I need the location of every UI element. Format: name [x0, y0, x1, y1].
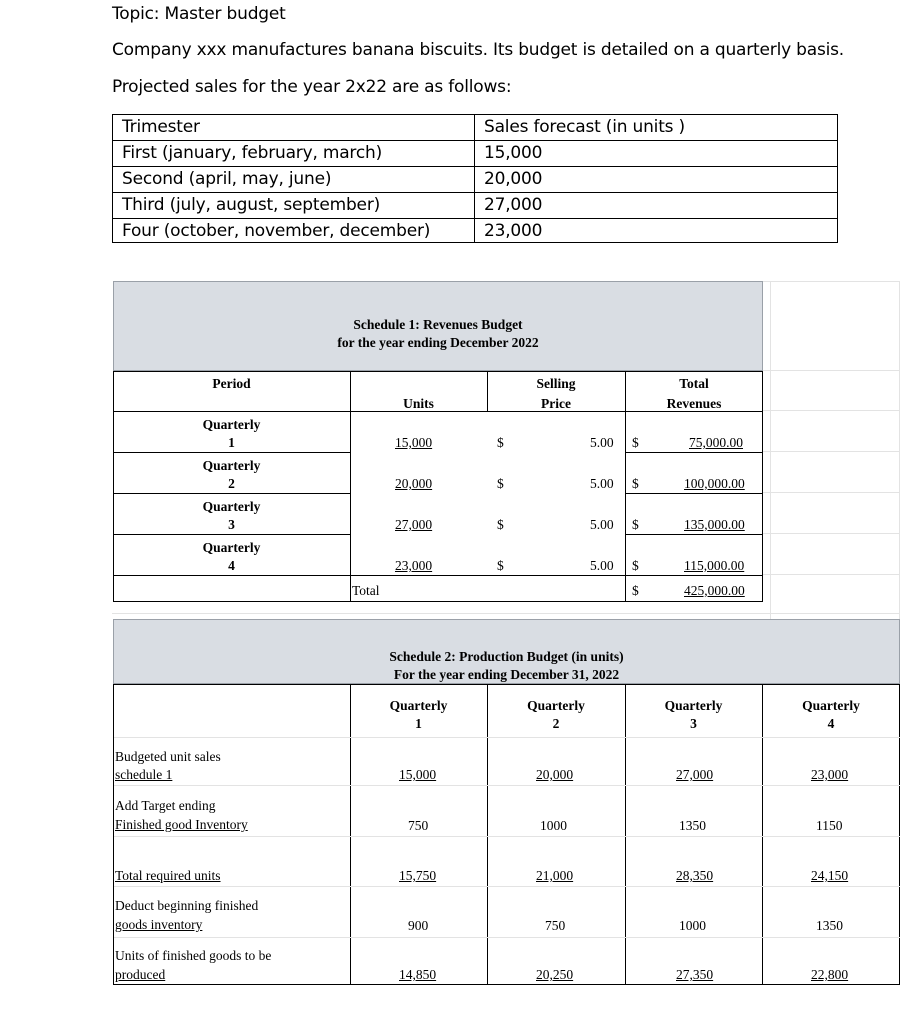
value-cell: 1000 [540, 818, 567, 833]
value-cell: 15,000 [399, 767, 437, 782]
trimester-cell: Third (july, august, september) [122, 195, 381, 215]
projected-sales-intro: Projected sales for the year 2x22 are as follows: [112, 77, 512, 97]
currency-symbol: $ [497, 517, 504, 532]
value-cell: 14,850 [399, 967, 437, 982]
currency-symbol: $ [632, 517, 639, 532]
value-cell: 28,350 [676, 868, 714, 883]
value-cell: 22,800 [811, 967, 849, 982]
quarter-header-number: 3 [690, 716, 697, 731]
price-header-line2: Price [541, 396, 571, 411]
table-row [113, 167, 837, 193]
units-value: 15,000 [395, 435, 433, 450]
schedule1-subtitle: for the year ending December 2022 [337, 335, 539, 350]
value-cell: 1000 [679, 918, 706, 933]
trimester-cell: First (january, february, march) [122, 143, 382, 163]
value-cell: 27,350 [676, 967, 714, 982]
units-value: 20,000 [395, 476, 433, 491]
row-label: Finished good Inventory [115, 817, 248, 832]
currency-symbol: $ [497, 435, 504, 450]
units-cell: 20,000 [484, 169, 543, 189]
revenue-value: 100,000.00 [684, 476, 745, 491]
trimester-cell: Four (october, november, december) [122, 221, 431, 241]
price-value: 5.00 [590, 517, 614, 532]
schedule2-subtitle: For the year ending December 31, 2022 [393, 667, 620, 682]
value-cell: 23,000 [811, 767, 849, 782]
quarter-header-label: Quarterly [527, 698, 585, 713]
price-value: 5.00 [590, 476, 614, 491]
currency-symbol: $ [632, 435, 639, 450]
units-cell: 27,000 [484, 195, 543, 215]
units-value: 23,000 [395, 558, 433, 573]
revenue-value: 75,000.00 [689, 435, 743, 450]
row-label: Deduct beginning finished [115, 898, 259, 913]
units-value: 27,000 [395, 517, 433, 532]
schedule2-title: Schedule 2: Production Budget (in units) [389, 649, 624, 664]
trimester-cell: Second (april, may, june) [122, 169, 332, 189]
topic-heading: Topic: Master budget [112, 4, 286, 24]
price-value: 5.00 [590, 435, 614, 450]
value-cell: 20,000 [536, 767, 574, 782]
quarter-header-label: Quarterly [389, 698, 448, 713]
row-label: Add Target ending [115, 798, 216, 813]
value-cell: 24,150 [811, 868, 849, 883]
revenue-header-line1: Total [679, 376, 709, 391]
price-value: 5.00 [590, 558, 614, 573]
value-cell: 1150 [816, 818, 843, 833]
currency-symbol: $ [632, 476, 639, 491]
revenue-header-line2: Revenues [666, 396, 722, 411]
value-cell: 21,000 [536, 868, 574, 883]
row-label: Budgeted unit sales [115, 749, 221, 764]
value-cell: 15,750 [399, 868, 437, 883]
total-label: Total [352, 583, 380, 598]
trimester-header: Trimester [122, 117, 200, 137]
forecast-header-row [113, 115, 837, 141]
units-cell: 23,000 [484, 221, 543, 241]
row-label: produced [115, 967, 166, 982]
quarter-number: 4 [228, 558, 235, 573]
revenue-value: 115,000.00 [684, 558, 745, 573]
currency-symbol: $ [497, 476, 504, 491]
units-header: Units [403, 396, 434, 411]
quarter-label: Quarterly [202, 499, 261, 514]
currency-symbol: $ [632, 558, 639, 573]
quarter-header-label: Quarterly [802, 698, 860, 713]
quarter-label: Quarterly [202, 540, 261, 555]
schedule1-title: Schedule 1: Revenues Budget [353, 317, 523, 332]
table-row [113, 219, 837, 245]
value-cell: 750 [408, 818, 429, 833]
quarter-number: 2 [228, 476, 235, 491]
sales-forecast-table [112, 114, 838, 243]
quarter-header-number: 4 [827, 716, 835, 731]
row-label: schedule 1 [115, 767, 173, 782]
table-row [113, 141, 837, 167]
currency-symbol: $ [632, 583, 639, 598]
value-cell: 20,250 [536, 967, 574, 982]
price-header-line1: Selling [536, 376, 576, 391]
value-cell: 27,000 [676, 767, 714, 782]
revenue-value: 135,000.00 [684, 517, 745, 532]
quarter-header-number: 1 [415, 716, 422, 731]
currency-symbol: $ [497, 558, 504, 573]
row-label: goods inventory [115, 917, 203, 932]
quarter-number: 3 [228, 517, 235, 532]
quarter-header-number: 2 [552, 716, 560, 731]
value-cell: 900 [408, 918, 429, 933]
total-revenue-value: 425,000.00 [684, 583, 745, 598]
row-label: Units of finished goods to be [115, 948, 272, 963]
quarter-number: 1 [228, 435, 235, 450]
quarter-header-label: Quarterly [664, 698, 723, 713]
value-cell: 1350 [679, 818, 706, 833]
value-cell: 750 [545, 918, 566, 933]
units-cell: 15,000 [484, 143, 543, 163]
value-cell: 1350 [816, 918, 843, 933]
quarter-label: Quarterly [202, 417, 261, 432]
sales-forecast-header: Sales forecast (in units ) [484, 117, 685, 137]
company-description: Company xxx manufactures banana biscuits. Its budget is detailed on a quarterly basis. [112, 40, 845, 60]
quarter-label: Quarterly [202, 458, 261, 473]
period-header: Period [212, 376, 251, 391]
table-row [113, 193, 837, 219]
row-label: Total required units [115, 868, 221, 883]
